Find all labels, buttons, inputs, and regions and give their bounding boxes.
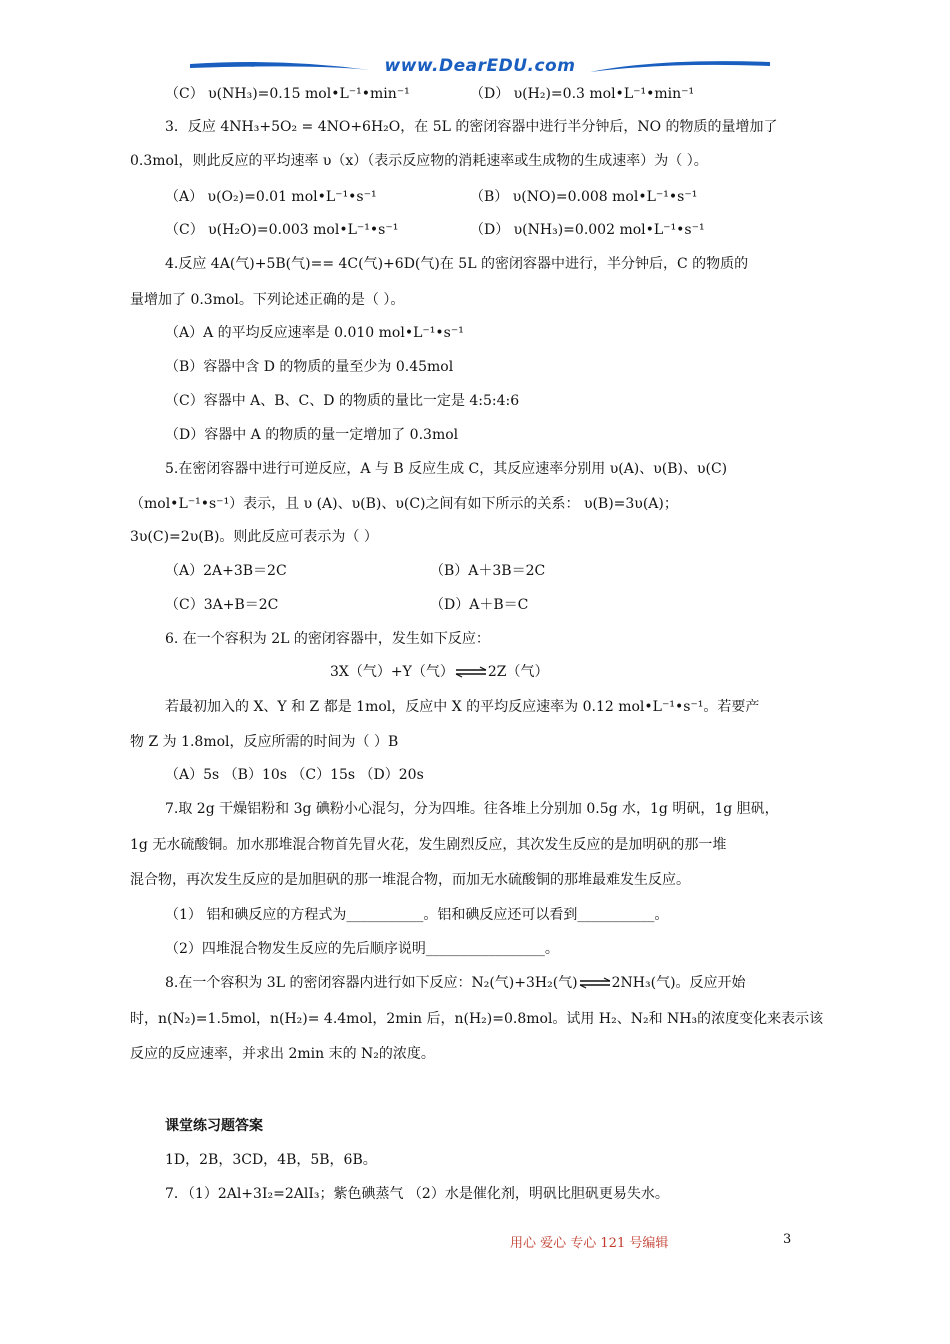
q4-option-a: （A）A 的平均反应速率是 0.010 mol•L⁻¹•s⁻¹	[165, 325, 464, 341]
q5-line-1: 5.在密闭容器中进行可逆反应，A 与 B 反应生成 C，其反应速率分别用 υ(A)、υ(B)、υ(C)	[165, 461, 728, 477]
q3-option-d: （D） υ(NH₃)=0.002 mol•L⁻¹•s⁻¹	[470, 222, 705, 238]
equilibrium-arrow-icon	[454, 666, 488, 678]
answers-line-2: 7．（1）2Al+3I₂=2AlI₃；紫色碘蒸气 （2）水是催化剂，明矾比胆矾更易失水。	[165, 1186, 669, 1202]
q4-line-2: 量增加了 0.3mol。下列论述正确的是（ ）。	[130, 292, 405, 308]
q5-option-c: （C）3A+B＝2C	[165, 597, 279, 613]
q5-option-b: （B）A＋3B＝2C	[430, 563, 546, 579]
q6-line-3: 物 Z 为 1.8mol，反应所需的时间为（ ）B	[130, 734, 399, 750]
q2-option-d: （D） υ(H₂)=0.3 mol•L⁻¹•min⁻¹	[470, 86, 695, 102]
footer-credit: 用心 爱心 专心 121 号编辑	[510, 1236, 669, 1251]
q6-equation	[330, 662, 549, 682]
header-logo	[190, 56, 770, 86]
q7-line-2: 1g 无水硫酸铜。加水那堆混合物首先冒火花，发生剧烈反应，其次发生反应的是加明矾的那一堆	[130, 837, 727, 853]
q7-sub-2: （2）四堆混合物发生反应的先后顺序说明_________________。	[165, 941, 559, 957]
q6-equation-left: 3X（气）+Y（气）	[330, 664, 454, 680]
q2-option-c: （C） υ(NH₃)=0.15 mol•L⁻¹•min⁻¹	[165, 86, 410, 102]
q4-option-b: （B）容器中含 D 的物质的量至少为 0.45mol	[165, 359, 454, 375]
answers-line-1: 1D，2B，3CD，4B，5B，6B。	[165, 1152, 377, 1168]
q3-option-c: （C） υ(H₂O)=0.003 mol•L⁻¹•s⁻¹	[165, 222, 399, 238]
q3-line-1: 3．反应 4NH₃+5O₂ = 4NO+6H₂O，在 5L 的密闭容器中进行半分钟后，NO 的物质的量增加了	[165, 119, 778, 135]
q6-equation-right: 2Z（气）	[487, 664, 549, 680]
q3-option-a: （A） υ(O₂)=0.01 mol•L⁻¹•s⁻¹	[165, 189, 377, 205]
q7-line-3: 混合物，再次发生反应的是加胆矾的那一堆混合物，而加无水硫酸铜的那堆最难发生反应。	[130, 872, 690, 888]
equilibrium-arrow-icon	[578, 977, 612, 989]
q5-line-3: 3υ(C)=2υ(B)。则此反应可表示为（ ）	[130, 529, 378, 545]
q5-option-a: （A）2A+3B＝2C	[165, 563, 287, 579]
q5-option-d: （D）A＋B＝C	[430, 597, 529, 613]
q8-line-1	[165, 973, 746, 993]
q6-line-2: 若最初加入的 X、Y 和 Z 都是 1mol，反应中 X 的平均反应速率为 0.12 mol•L⁻¹•s⁻¹。若要产	[165, 699, 760, 715]
q7-sub-1: （1） 铝和碘反应的方程式为___________。铝和碘反应还可以看到___________。	[165, 907, 669, 923]
page-number: 3	[783, 1232, 792, 1247]
q8-line-1-right: 2NH₃(气)。反应开始	[611, 975, 746, 991]
q6-line-1: 6. 在一个容积为 2L 的密闭容器中，发生如下反应：	[165, 631, 490, 647]
q3-line-2: 0.3mol，则此反应的平均速率 υ（x）（表示反应物的消耗速率或生成物的生成速率）为（ ）。	[130, 153, 708, 169]
q8-line-2: 时，n(N₂)=1.5mol，n(H₂)= 4.4mol，2min 后，n(H₂)=0.8mol。试用 H₂、N₂和 NH₃的浓度变化来表示该	[130, 1011, 824, 1027]
site-logo-text: www.DearEDU.com	[384, 56, 576, 76]
q5-line-2: （mol•L⁻¹•s⁻¹）表示，且 υ (A)、υ(B)、υ(C)之间有如下所示的关系： υ(B)=3υ(A)；	[130, 496, 678, 512]
q4-line-1: 4.反应 4A(气)+5B(气)== 4C(气)+6D(气)在 5L 的密闭容器中进行，半分钟后，C 的物质的	[165, 256, 749, 272]
q8-line-1-left: 8.在一个容积为 3L 的密闭容器内进行如下反应：N₂(气)+3H₂(气)	[165, 975, 578, 991]
q7-line-1: 7.取 2g 干燥铝粉和 3g 碘粉小心混匀，分为四堆。往各堆上分别加 0.5g 水，1g 明矾，1g 胆矾，	[165, 801, 779, 817]
answers-heading: 课堂练习题答案	[165, 1118, 263, 1134]
q4-option-c: （C）容器中 A、B、C、D 的物质的量比一定是 4:5:4:6	[165, 393, 520, 409]
q6-options: （A）5s （B）10s （C）15s （D）20s	[165, 767, 424, 783]
q4-option-d: （D）容器中 A 的物质的量一定增加了 0.3mol	[165, 427, 459, 443]
q8-line-3: 反应的反应速率，并求出 2min 末的 N₂的浓度。	[130, 1046, 435, 1062]
q3-option-b: （B） υ(NO)=0.008 mol•L⁻¹•s⁻¹	[470, 189, 698, 205]
